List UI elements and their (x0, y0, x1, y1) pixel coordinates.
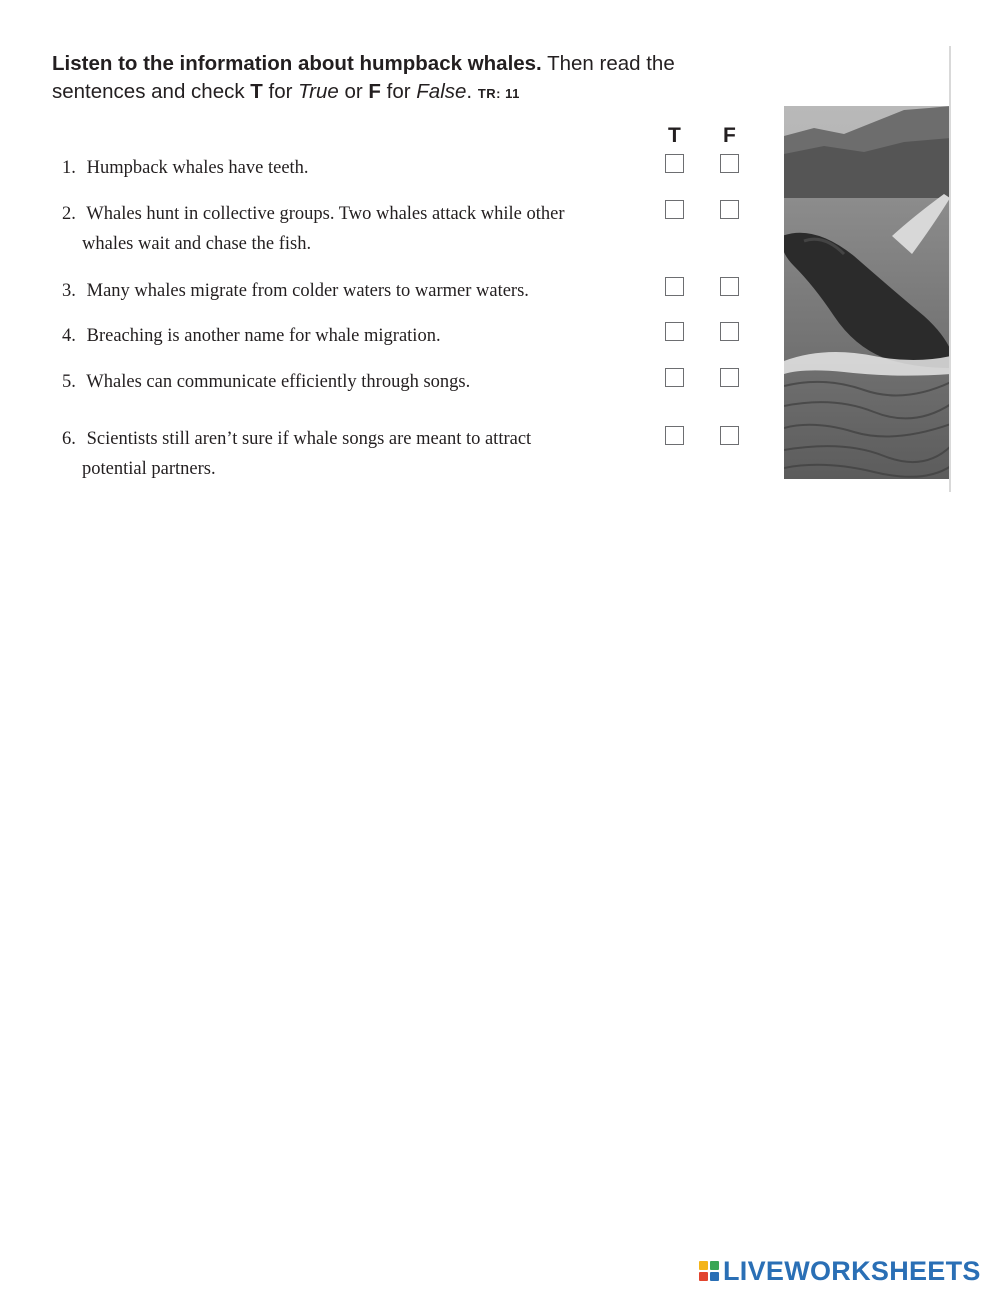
instructions-part2: for (262, 80, 299, 103)
logo-square-icon (710, 1261, 719, 1270)
statement-text-continued: potential partners. (82, 459, 216, 479)
checkbox-false-4[interactable] (720, 322, 739, 341)
instructions-t-letter: T (250, 80, 263, 103)
checkbox-true-3[interactable] (665, 277, 684, 296)
statement-text: Breaching is another name for whale migration. (86, 326, 441, 346)
statement-6 (62, 424, 652, 484)
statement-text: Scientists still aren’t sure if whale songs are meant to attract (86, 429, 532, 449)
statement-number: 4. (62, 326, 76, 346)
statement-text: Many whales migrate from colder waters to warmer waters. (86, 281, 529, 301)
checkbox-false-2[interactable] (720, 200, 739, 219)
checkbox-false-3[interactable] (720, 277, 739, 296)
checkbox-true-6[interactable] (665, 426, 684, 445)
instructions-part3: or (338, 80, 369, 103)
instructions-true-word: True (298, 80, 339, 103)
instructions-part1: Then read the sentences and check (52, 52, 675, 103)
checkbox-false-1[interactable] (720, 154, 739, 173)
statement-number: 6. (62, 429, 76, 449)
instructions-part5: . (466, 80, 478, 103)
instructions-false-word: False (416, 80, 467, 103)
instructions-lead: Listen to the information about humpback whales. (52, 52, 542, 75)
logo-mark-icon (699, 1261, 719, 1281)
checkbox-true-1[interactable] (665, 154, 684, 173)
checkbox-false-6[interactable] (720, 426, 739, 445)
track-code: TR: 11 (477, 86, 520, 101)
checkbox-true-2[interactable] (665, 200, 684, 219)
logo-square-icon (699, 1272, 708, 1281)
checkbox-false-5[interactable] (720, 368, 739, 387)
checkbox-true-5[interactable] (665, 368, 684, 387)
logo-square-icon (710, 1272, 719, 1281)
statement-number: 1. (62, 158, 76, 178)
humpback-whale-photo (784, 106, 951, 479)
statement-text-continued: whales wait and chase the fish. (82, 234, 312, 254)
page-margin-rule (949, 46, 951, 492)
statement-text: Whales can communicate efficiently through songs. (86, 372, 471, 392)
statement-5 (62, 367, 652, 397)
statement-number: 5. (62, 372, 76, 392)
logo-square-icon (699, 1261, 708, 1270)
brand-name: LIVEWORKSHEETS (723, 1255, 981, 1286)
instructions-part4: for (380, 80, 417, 103)
statement-text: Humpback whales have teeth. (86, 158, 309, 178)
checkbox-true-4[interactable] (665, 322, 684, 341)
statement-text: Whales hunt in collective groups. Two whales attack while other (86, 204, 565, 224)
column-header-false: F (723, 124, 736, 147)
statement-number: 3. (62, 281, 76, 301)
instructions (52, 50, 772, 108)
statement-4 (62, 321, 652, 351)
whale-illustration (784, 106, 951, 479)
column-header-true: T (668, 124, 681, 147)
statement-3 (62, 276, 652, 306)
statement-1 (62, 153, 652, 183)
statement-number: 2. (62, 204, 76, 224)
statement-2 (62, 199, 652, 259)
instructions-f-letter: F (368, 80, 381, 103)
liveworksheets-logo (699, 1256, 981, 1286)
